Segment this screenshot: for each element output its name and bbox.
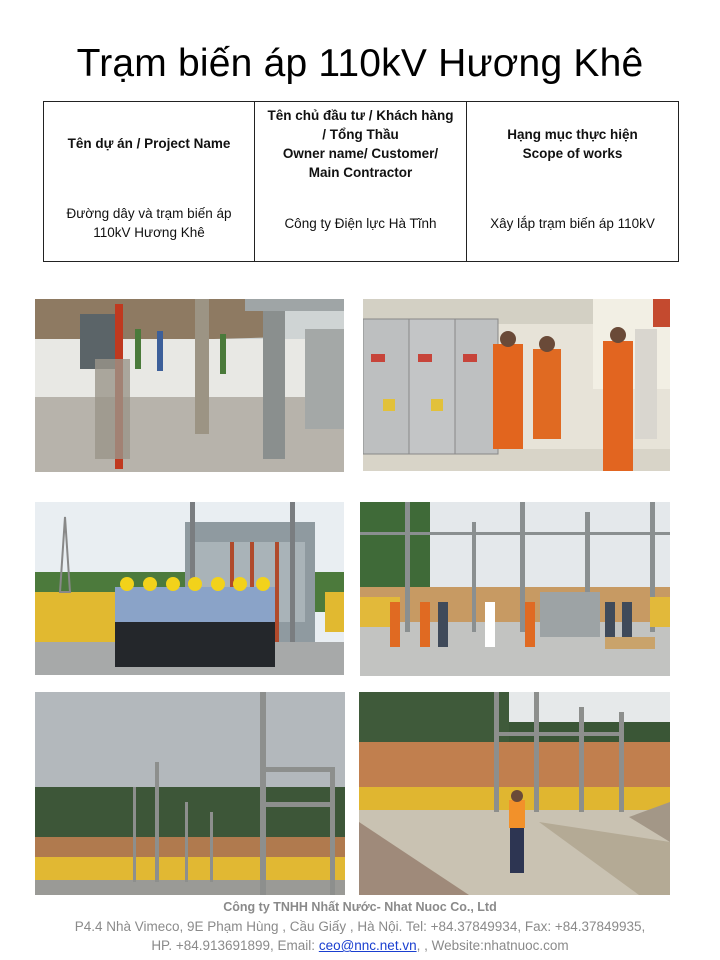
photo-substation-overview [35, 692, 345, 895]
photo-yard-inspection [360, 502, 670, 676]
company-name: Công ty TNHH Nhất Nước- Nhat Nuoc Co., Ltd [223, 900, 497, 914]
email-link[interactable]: ceo@nnc.net.vn [318, 938, 417, 953]
header-project-name: Tên dự án / Project Name [44, 102, 255, 186]
photo-team-transformer [35, 502, 344, 675]
contact-phone: HP. +84.913691899, Email: [151, 938, 319, 953]
photo-control-room [363, 299, 670, 471]
value-owner-name: Công ty Điện lực Hà Tĩnh [255, 186, 467, 262]
value-scope-of-works: Xây lắp trạm biến áp 110kV [467, 186, 679, 262]
photo-finished-yard [359, 692, 670, 895]
table-header-row [44, 102, 679, 186]
project-info-table [43, 101, 679, 262]
value-project-name: Đường dây và trạm biến áp 110kV Hương Khê [44, 186, 255, 262]
header-scope-of-works: Hạng mục thực hiện Scope of works [467, 102, 679, 186]
table-value-row [44, 186, 679, 262]
company-contact [0, 936, 720, 955]
page-title: Trạm biến áp 110kV Hương Khê [76, 42, 644, 85]
company-footer [0, 898, 720, 955]
header-owner-name: Tên chủ đầu tư / Khách hàng / Tổng Thầu Owner name/ Customer/ Main Contractor [255, 102, 467, 186]
photo-substation-construction [35, 299, 344, 472]
company-address: P4.4 Nhà Vimeco, 9E Phạm Hùng , Cầu Giấy , Hà Nội. Tel: +84.37849934, Fax: +84.37849935, [74, 919, 646, 934]
contact-website: , , Website:nhatnuoc.com [416, 938, 569, 953]
